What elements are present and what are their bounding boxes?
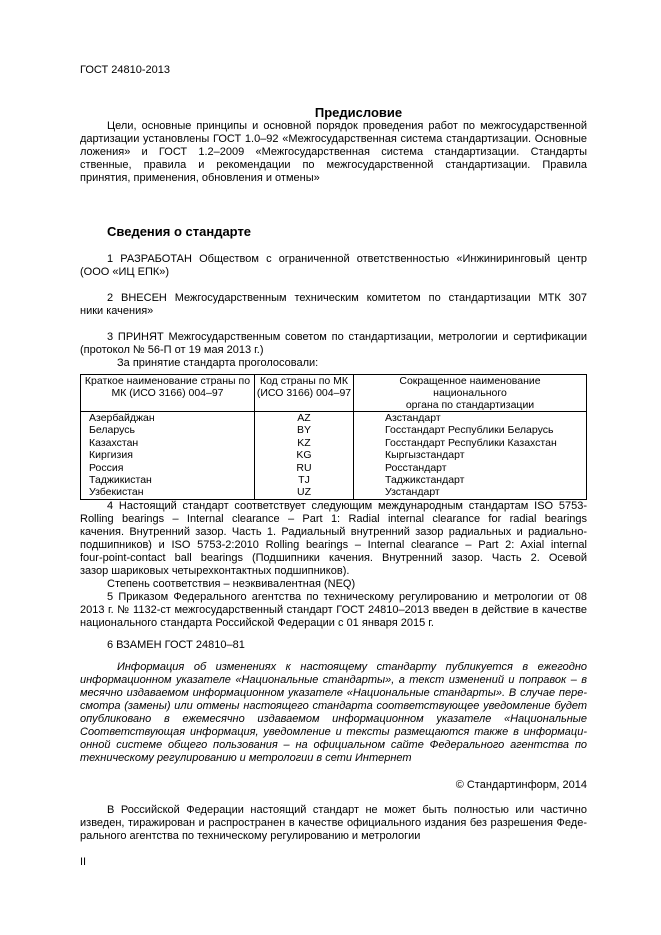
text-line: техническому регулированию и метрологии в сети Интернет: [80, 752, 412, 764]
text-line: Информация об изменениях к настоящему стандарту публикуется в ежегодно: [117, 661, 587, 673]
text-line: В Российской Федерации настоящий стандарт не может быть полностью или частично: [107, 804, 587, 816]
text-line: месячно издаваемом информационном указателе «Национальные стандарты». В случае пере-: [80, 687, 587, 699]
text-line: 2 ВНЕСЕН Межгосударственным техническим комитетом по стандартизации МТК 307: [107, 292, 587, 304]
info-item-3: [80, 331, 587, 370]
text-line: 1 РАЗРАБОТАН Обществом с ограниченной ответственностью «Инжиниринговый центр: [107, 253, 587, 265]
info-title-block: [80, 225, 587, 239]
text-line: зазор шариковых четырехконтактных подшипников).: [80, 565, 350, 577]
column-header-country: Краткое наименование страны по МК (ИСО 3166) 004–97: [81, 375, 255, 412]
text-line: 2013 г. № 1132-ст межгосударственный стандарт ГОСТ 24810–2013 введен в действие в качестве: [80, 604, 587, 616]
table-row: Таджикистан TJ Таджикстандарт: [81, 474, 587, 486]
text-line: Rolling bearings – Internal clearance – Part 1: Radial internal clearance for radial bearings: [80, 513, 587, 525]
table-header-row: [81, 375, 587, 412]
rights-notice: [80, 804, 587, 843]
voted-caption: За принятие стандарта проголосовали:: [117, 357, 319, 369]
text-line: информационном указателе «Национальные стандарты», а текст изменений и поправок – в: [80, 674, 587, 686]
page-number: II: [80, 856, 87, 868]
text-line: дартизации установлены ГОСТ 1.0–92 «Межгосударственная система стандартизации. Основные: [80, 133, 587, 145]
info-title: Сведения о стандарте: [107, 224, 252, 239]
text-line: Цели, основные принципы и основной порядок проведения работ по межгосударственной: [107, 120, 587, 132]
text-line: опубликовано в ежемесячно издаваемом информационном указателе «Национальные: [80, 713, 587, 725]
text-line: национального стандарта Российской Федерации с 01 января 2015 г.: [80, 617, 434, 629]
table-row: Казахстан KZ Госстандарт Республики Казахстан: [81, 437, 587, 449]
text-line: подшипников) и ISO 5753-2:2010 Rolling bearings – Internal clearance – Part 2: Axial internal: [80, 539, 587, 551]
text-line: Степень соответствия – неэквивалентная (NEQ): [107, 578, 356, 590]
voting-table: [80, 374, 587, 500]
text-line: four-point-contact ball bearings (Подшипники качения. Внутренний зазор. Часть 2. Осевой: [80, 552, 587, 564]
column-header-body: Сокращенное наименование национального органа по стандартизации: [354, 375, 587, 412]
info-item-1: [80, 253, 587, 279]
document-header: ГОСТ 24810-2013: [80, 64, 170, 76]
info-item-4: [80, 500, 587, 630]
text-line: изведен, тиражирован и распространен в качестве официального издания без разрешения Феде-: [80, 817, 587, 829]
text-line: рального агентства по техническому регулированию и метрологии: [80, 830, 421, 842]
text-line: 6 ВЗАМЕН ГОСТ 24810–81: [107, 639, 245, 651]
copyright: © Стандартинформ, 2014: [455, 779, 587, 791]
page-number-block: [80, 856, 587, 869]
text-line: 3 ПРИНЯТ Межгосударственным советом по стандартизации, метрологии и сертификации: [107, 331, 587, 343]
text-line: смотра (замены) или отмены настоящего стандарта соответствующее уведомление будет: [80, 700, 587, 712]
table-row: Узбекистан UZ Узстандарт: [81, 486, 587, 499]
info-item-6: [80, 639, 587, 652]
text-line: Соответствующая информация, уведомление и тексты размещаются также в информаци-: [80, 726, 587, 738]
text-line: онной системе общего пользования – на официальном сайте Федерального агентства по: [80, 739, 587, 751]
text-line: 4 Настоящий стандарт соответствует следующим международным стандартам ISO 5753-: [107, 500, 587, 512]
text-line: (протокол № 56-П от 19 мая 2013 г.): [80, 344, 264, 356]
text-line: принятия, применения, обновления и отмены»: [80, 172, 320, 184]
changes-notice: [80, 661, 587, 765]
table-row: Беларусь BY Госстандарт Республики Беларусь: [81, 424, 587, 436]
text-line: ники качения»: [80, 305, 154, 317]
table-row: Россия RU Росстандарт: [81, 462, 587, 474]
foreword-section: [80, 106, 587, 185]
text-line: (ООО «ИЦ ЕПК»): [80, 266, 170, 278]
table-row: Азербайджан AZ Азстандарт: [81, 412, 587, 425]
foreword-title: Предисловие: [314, 105, 403, 120]
text-line: ственные, правила и рекомендации по межгосударственной стандартизации. Правила: [80, 159, 587, 171]
column-header-code: Код страны по МК (ИСО 3166) 004–97: [255, 375, 354, 412]
text-line: ложения» и ГОСТ 1.2–2009 «Межгосударственная система стандартизации. Стандарты: [80, 146, 587, 158]
table-row: Киргизия KG Кыргызстандарт: [81, 449, 587, 461]
text-line: 5 Приказом Федерального агентства по техническому регулированию и метрологии от 08: [107, 591, 587, 603]
text-line: качения. Внутренний зазор. Часть 1. Радиальный внутренний зазор радиальных и радиально-: [80, 526, 587, 538]
info-item-2: [80, 292, 587, 318]
copyright-block: [80, 779, 587, 792]
